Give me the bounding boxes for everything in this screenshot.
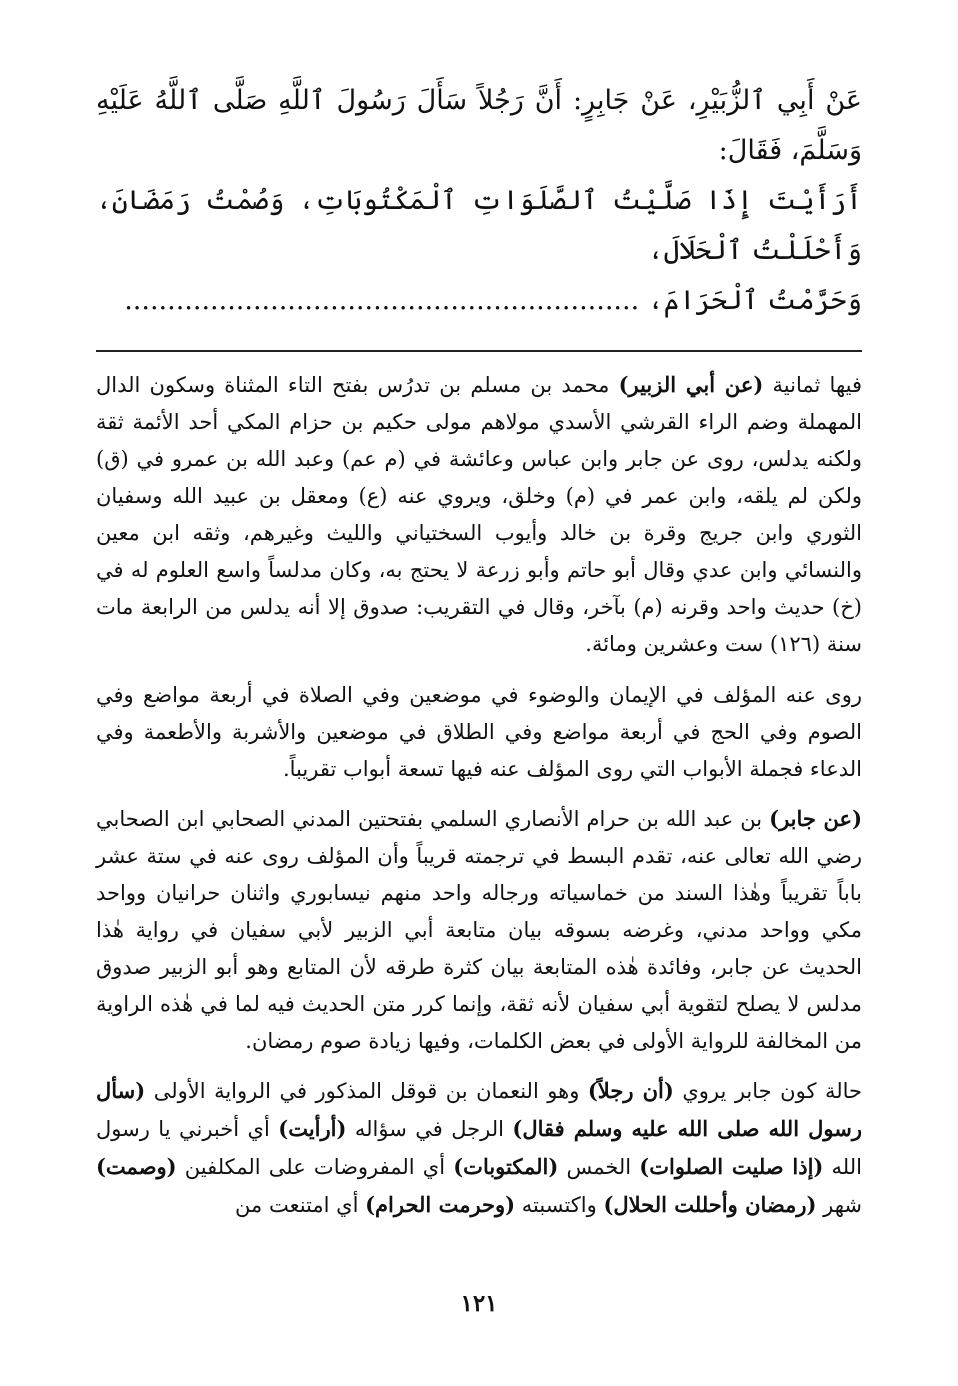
text-run: واكتسبته (521, 1193, 597, 1217)
hadith-text (96, 76, 862, 326)
bold-term: (عن أبي الزبير) (618, 372, 764, 397)
bold-term: (إذا صليت الصلوات) (639, 1154, 824, 1179)
hadith-line-1: عَنْ أَبِي ٱلزُّبَيْرِ، عَنْ جَابِرٍ: أَنَّ رَجُلاً سَأَلَ رَسُولَ ٱللَّهِ صَلَّى ٱللَّهُ عَلَيْهِ وَسَلَّمَ، فَقَالَ: (96, 85, 862, 166)
page-number: ١٢١ (460, 1290, 498, 1317)
text-run: أي أخبرني يا رسول الله (96, 1117, 862, 1179)
text-run: الرجل في سؤاله (354, 1117, 504, 1141)
bold-term: (عن جابر) (769, 806, 863, 831)
bold-term: (وحرمت الحرام) (365, 1192, 516, 1217)
text-run: فيها ثمانية (772, 373, 863, 397)
commentary-paragraph-4 (96, 1072, 862, 1224)
footnote-divider (96, 350, 862, 352)
bold-term: (أن رجلاً) (587, 1078, 674, 1103)
hadith-line-2: أَرَأَيْتَ إِذَا صَلَّيْتُ ٱلصَّلَوَاتِ ٱلْمَكْتُوبَاتِ، وَصُمْتُ رَمَضَانَ، وَأَحْلَلْتُ ٱلْحَلَالَ، (96, 185, 862, 266)
text-run: أي المفروضات على المكلفين (184, 1155, 446, 1179)
text-run: الخمس (566, 1155, 632, 1179)
commentary-paragraph-3 (96, 800, 862, 1060)
commentary-paragraph-2: روى عنه المؤلف في الإيمان والوضوء في موضعين وفي الصلاة في أربعة مواضع وفي الصوم وفي الحج في أربعة مواضع وفي الطلاق في موضعين والأشربة والأطعمة وفي الدعاء فجملة الأبواب التي روى المؤلف عنه فيها تسعة أبواب تقريباً. (96, 683, 862, 781)
text-run: حالة كون جابر يروي (682, 1079, 862, 1103)
bold-term: (رمضان وأحللت الحلال) (603, 1192, 817, 1217)
hadith-line-3-text: وَحَرَّمْتُ ٱلْحَرَامَ، (647, 285, 862, 316)
bold-term: (أرأيت) (278, 1116, 347, 1141)
text-run: شهر (823, 1193, 862, 1217)
text-run: بن عبد الله بن حرام الأنصاري السلمي بفتحتين المدني الصحابي ابن الصحابي رضي الله تعالى عنه، تقدم البسط في ترجمته قريباً وأن المؤلف روى عنه في ستة عشر باباً تقريباً وهٰذا السند من خماسياته ورجاله واحد منهم نيسابوري واثنان حرانيان وواحد مكي وواحد مدني، وغرضه بسوقه بيان متابعة أبي الزبير لأبي سفيان في رواية هٰذا الحديث عن جابر، وفائدة هٰذه المتابعة بيان كثرة طرقه لأن المتابع وهو أبو الزبير صدوق مدلس لا يصلح لتقوية أبي سفيان لأنه ثقة، وإنما كرر متن الحديث فيه لما في هٰذه الراوية من المخالفة للرواية الأولى في بعض الكلمات، وفيها زيادة صوم رمضان. (96, 807, 862, 1053)
text-run: أي امتنعت من (235, 1193, 359, 1217)
text-run: وهو النعمان بن قوقل المذكور في الرواية الأولى (153, 1079, 580, 1103)
text-run: محمد بن مسلم بن تدرُس بفتح التاء المثناة وسكون الدال المهملة وضم الراء القرشي الأسدي مولاهم مولى حكيم بن حزام المكي أحد الأئمة ثقة ولكنه يدلس، روى عن جابر وابن عباس وعائشة في (م عم) وعبد الله بن عمرو في (ق) ولكن لم يلقه، وابن عمر في (م) وخلق، ويروي عنه (ع) ومعقل بن عبيد الله وسفيان الثوري وابن جريج وقرة بن خالد وأيوب السختياني والليث وغيرهم، وثقه ابن معين والنسائي وابن عدي وقال أبو حاتم وأبو زرعة لا يحتج به، وكان مدلساً واسع العلوم له في (خ) حديث واحد وقرنه (م) بآخر، وقال في التقريب: صدوق إلا أنه يدلس من الرابعة مات سنة (١٢٦) ست وعشرين ومائة. (96, 373, 862, 656)
bold-term: (وصمت) (96, 1154, 177, 1179)
hadith-line-3 (96, 276, 862, 326)
bold-term: (سأل رسول الله صلى الله عليه وسلم فقال) (96, 1078, 862, 1141)
bold-term: (المكتوبات) (453, 1154, 559, 1179)
commentary (96, 366, 862, 1224)
continuation-dots: ............................................................ (124, 285, 640, 316)
commentary-paragraph-1 (96, 366, 862, 663)
